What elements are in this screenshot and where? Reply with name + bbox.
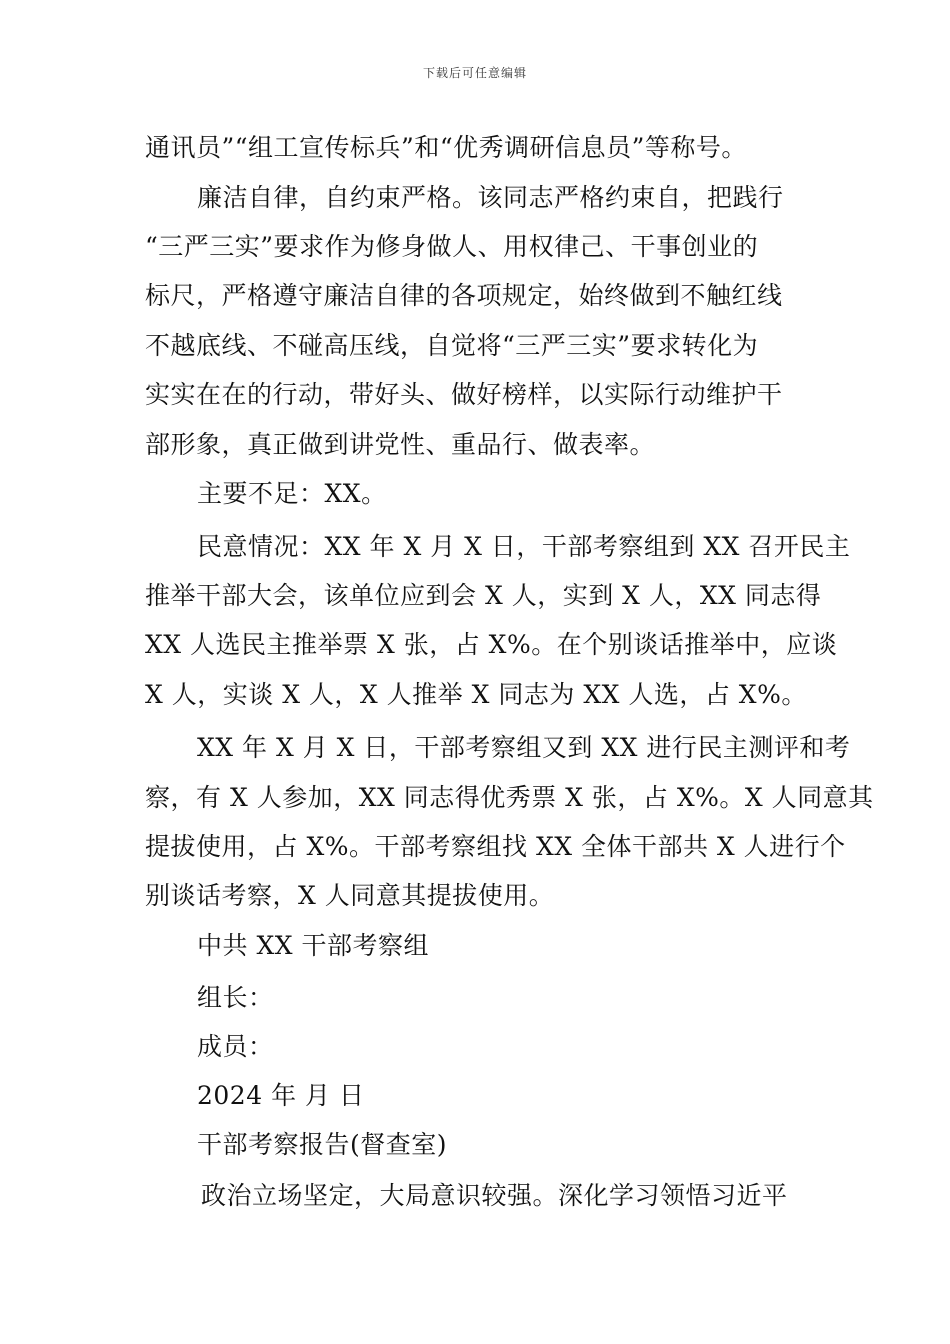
page-header-note: 下载后可任意编辑: [422, 66, 527, 80]
body-line-6: 实实在在的行动，带好头、做好榜样，以实际行动维护干: [145, 380, 783, 409]
body-line-4: 标尺，严格遵守廉洁自律的各项规定，始终做到不触红线: [145, 281, 783, 310]
body-line-3: “三严三实”要求作为修身做人、用权律己、干事创业的: [145, 232, 759, 261]
signature-leader: 组长：: [197, 983, 274, 1012]
signature-group: 中共 XX 干部考察组: [197, 931, 429, 960]
signature-date: 2024 年 月 日: [197, 1081, 365, 1110]
body-line-final: 政治立场坚定，大局意识较强。深化学习领悟习近平: [201, 1181, 788, 1210]
body-line-13: XX 年 X 月 X 日，干部考察组又到 XX 进行民主测评和考: [197, 733, 851, 762]
body-line-11: XX 人选民主推举票 X 张，占 X%。在个别谈话推举中，应谈: [145, 630, 838, 659]
body-line-5: 不越底线、不碰高压线，自觉将“三严三实”要求转化为: [145, 331, 759, 360]
section-title: 干部考察报告(督查室): [197, 1130, 448, 1159]
body-line-10: 推举干部大会，该单位应到会 X 人，实到 X 人，XX 同志得: [145, 581, 822, 610]
body-line-14: 察，有 X 人参加，XX 同志得优秀票 X 张，占 X%。X 人同意其: [145, 783, 874, 812]
body-line-12: X 人，实谈 X 人，X 人推举 X 同志为 XX 人选，占 X%。: [145, 680, 807, 709]
body-line-16: 别谈话考察，X 人同意其提拔使用。: [145, 881, 555, 910]
body-line-7: 部形象，真正做到讲党性、重品行、做表率。: [145, 430, 656, 459]
signature-members: 成员：: [197, 1032, 274, 1061]
body-line-1: 通讯员”“组工宣传标兵”和“优秀调研信息员”等称号。: [145, 133, 747, 162]
body-line-15: 提拔使用，占 X%。干部考察组找 XX 全体干部共 X 人进行个: [145, 832, 846, 861]
body-line-8: 主要不足：XX。: [197, 479, 387, 508]
body-line-9: 民意情况：XX 年 X 月 X 日，干部考察组到 XX 召开民主: [197, 532, 851, 561]
body-line-2: 廉洁自律，自约束严格。该同志严格约束自，把践行: [197, 183, 784, 212]
